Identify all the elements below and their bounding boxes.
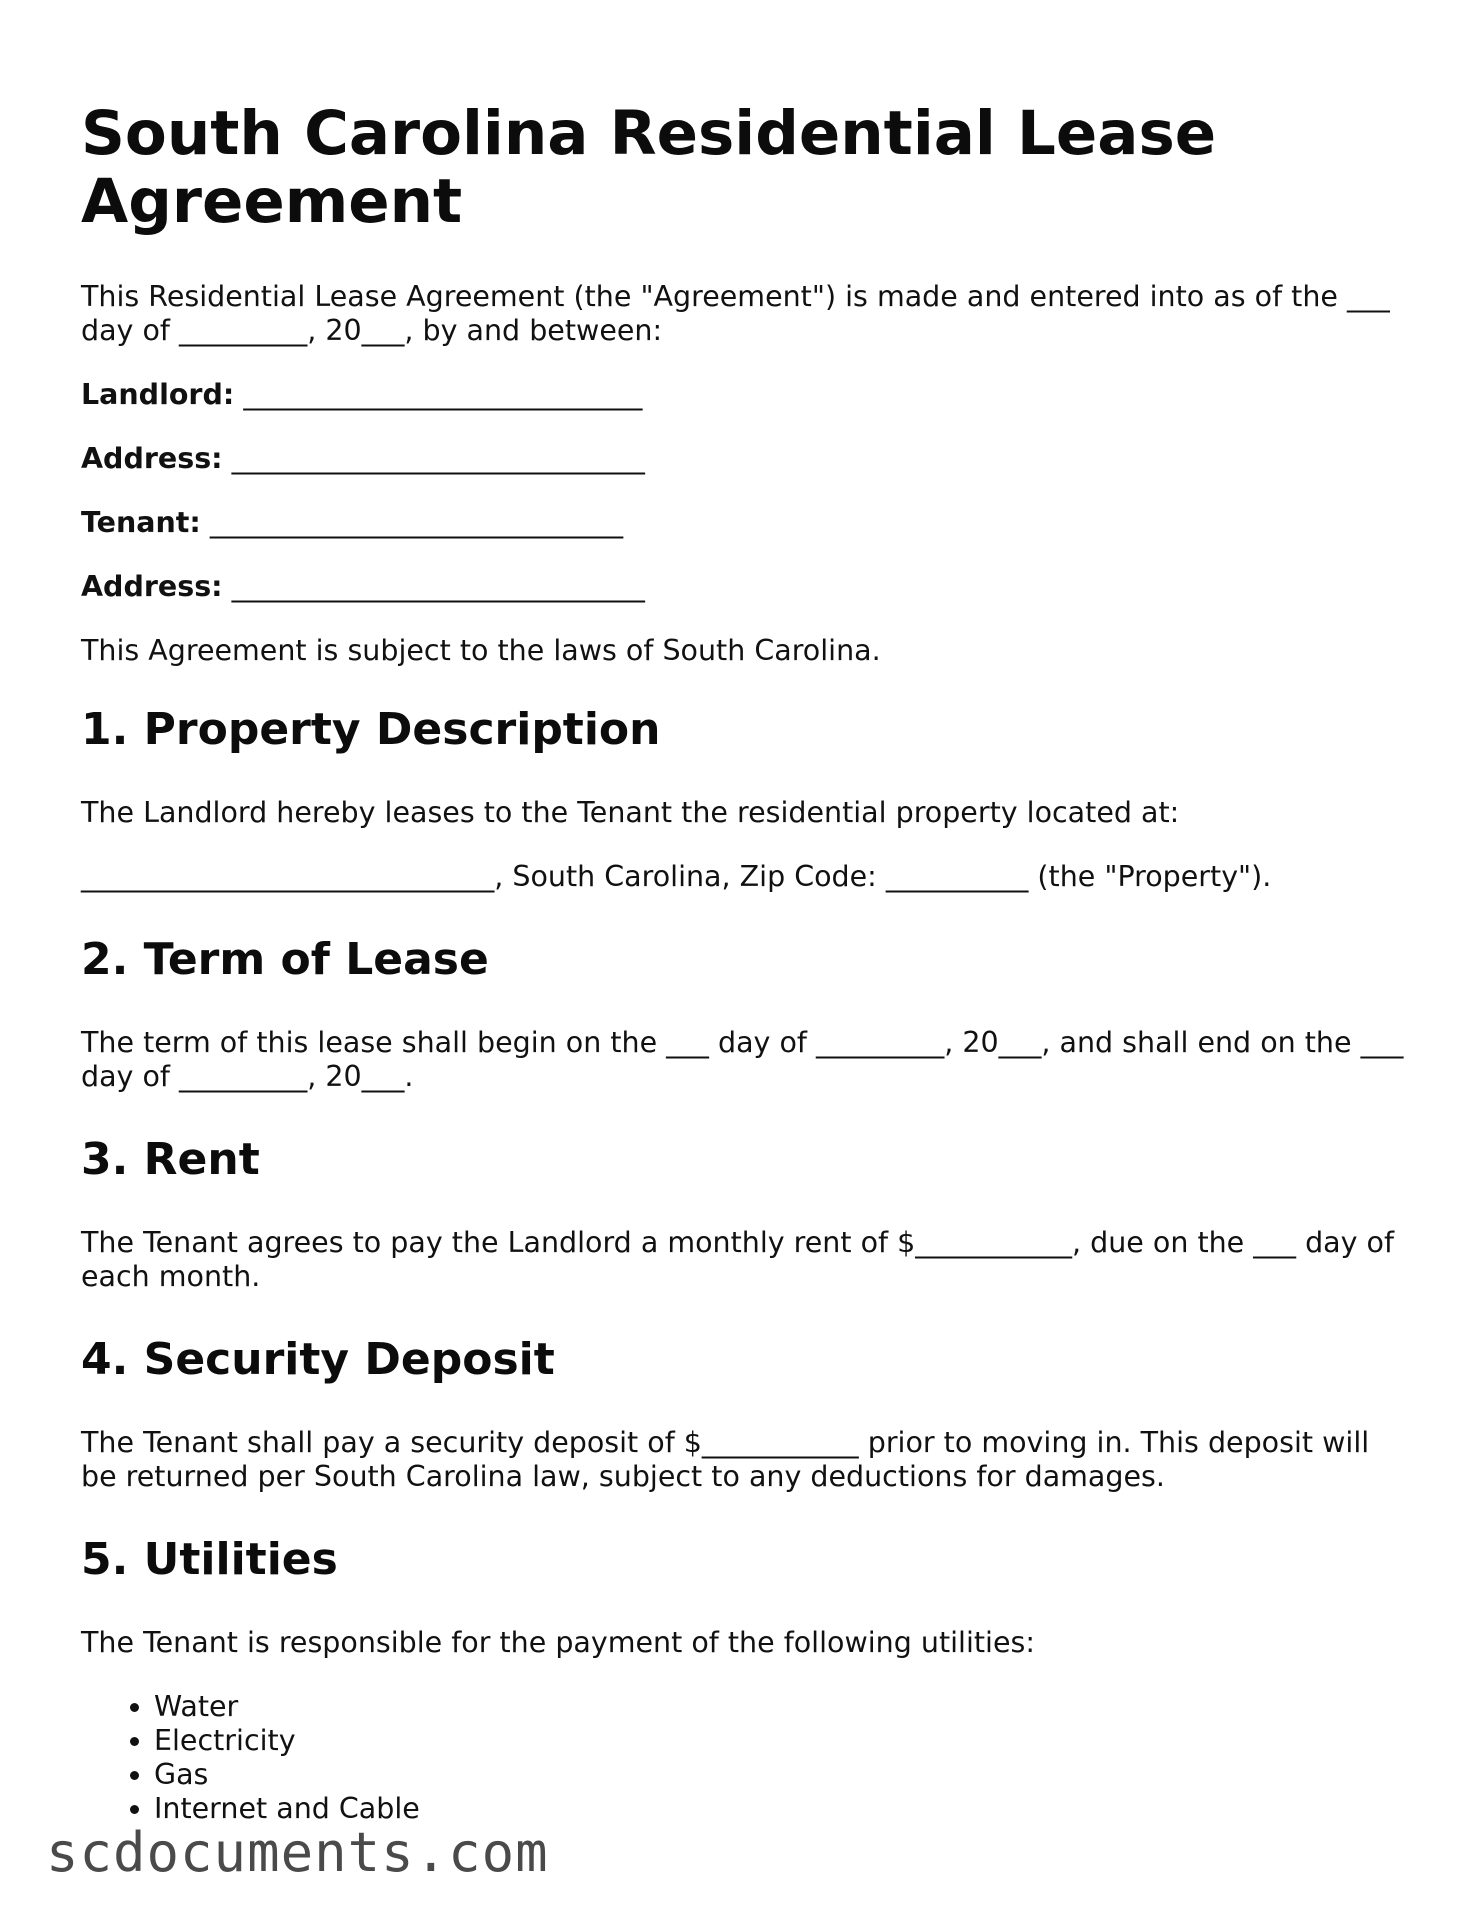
section-heading-rent: 3. Rent <box>81 1134 260 1185</box>
deposit-text: The Tenant shall pay a security deposit of $___________ prior to moving in. This deposit will be returned per South Carolina law, subject to any deductions for damages. <box>81 1426 1370 1493</box>
governing-law-text: This Agreement is subject to the laws of South Carolina. <box>81 634 881 667</box>
utility-item-gas: • Gas <box>154 1758 1411 1792</box>
utilities-list <box>81 1690 1411 1826</box>
term-text: The term of this lease shall begin on the ___ day of _________, 20___, and shall end on the ___ day of _________, 20___. <box>81 1026 1404 1093</box>
document-title: South Carolina Residential Lease Agreement <box>81 98 1217 237</box>
landlord-address-field <box>81 442 1411 476</box>
tenant-address-blank: _____________________________ <box>231 570 645 603</box>
section-heading-term: 2. Term of Lease <box>81 934 489 985</box>
utility-item-internet-cable: • Internet and Cable <box>154 1792 1411 1826</box>
landlord-address-label: Address: <box>81 442 223 475</box>
property-text: The Landlord hereby leases to the Tenant the residential property located at: <box>81 796 1180 829</box>
tenant-field <box>81 506 1411 540</box>
landlord-address-blank: _____________________________ <box>231 442 645 475</box>
tenant-address-label: Address: <box>81 570 223 603</box>
intro-paragraph: This Residential Lease Agreement (the "Agreement") is made and entered into as of the ___ day of _________, 20___, by and between: <box>81 280 1390 347</box>
section-heading-deposit: 4. Security Deposit <box>81 1334 555 1385</box>
tenant-address-field <box>81 570 1411 604</box>
section-heading-utilities: 5. Utilities <box>81 1534 338 1585</box>
utility-item-water: • Water <box>154 1690 1411 1724</box>
rent-text: The Tenant agrees to pay the Landlord a monthly rent of $___________, due on the ___ day of each month. <box>81 1226 1395 1293</box>
utilities-text: The Tenant is responsible for the payment of the following utilities: <box>81 1626 1035 1659</box>
tenant-blank: _____________________________ <box>209 506 624 539</box>
landlord-blank: ____________________________ <box>243 378 643 411</box>
property-address-line: _____________________________, South Carolina, Zip Code: __________ (the "Property"). <box>81 860 1272 893</box>
utility-item-electricity: • Electricity <box>154 1724 1411 1758</box>
landlord-field <box>81 378 1411 412</box>
section-heading-property: 1. Property Description <box>81 704 661 755</box>
watermark-text: scdocuments.com <box>46 1821 549 1884</box>
document-page <box>81 100 1411 1826</box>
landlord-label: Landlord: <box>81 378 235 411</box>
tenant-label: Tenant: <box>81 506 201 539</box>
